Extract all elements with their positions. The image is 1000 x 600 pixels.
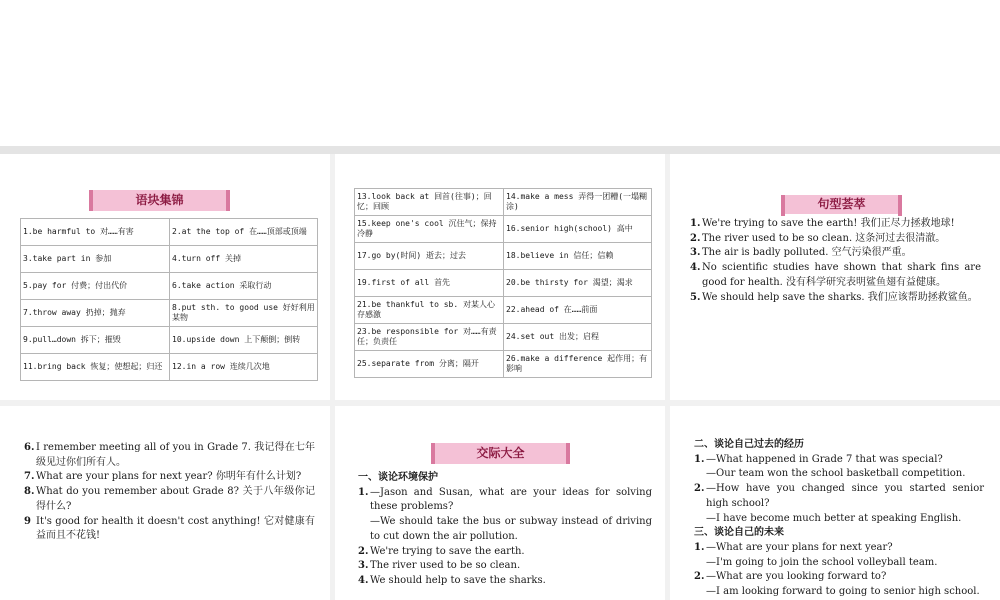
list-item	[690, 291, 981, 306]
list-item	[358, 545, 652, 560]
section-heading: 三、谈论自己的未来	[694, 527, 784, 539]
table-row	[355, 351, 652, 378]
item-text: —What are you looking forward to?	[706, 571, 887, 583]
blank-top-area	[0, 0, 1000, 146]
item-text: We're trying to save the earth.	[370, 545, 525, 557]
table-row	[355, 297, 652, 324]
item-text: The air is badly polluted. 空气污染很严重。	[702, 247, 912, 259]
item-number: 1.	[694, 453, 705, 465]
section-heading: 二、谈论自己过去的经历	[694, 439, 804, 450]
table-cell: 6.take action 采取行动	[170, 273, 318, 300]
item-number: 4.	[358, 574, 369, 586]
sentence-list-continued	[24, 441, 315, 544]
item-text: —Our team won the school basketball competition.	[706, 468, 966, 480]
item-text: I remember meeting all of you in Grade 7. 我记得在七年级见过你们所有人。	[36, 442, 315, 468]
table-cell: 3.take part in 参加	[21, 246, 170, 273]
table-cell: 15.keep one's cool 沉住气；保持冷静	[355, 216, 504, 243]
table-cell: 4.turn off 关掉	[170, 246, 318, 273]
list-item	[24, 515, 315, 544]
item-text: —How have you changed since you started senior high school?	[706, 483, 984, 509]
table-cell: 21.be thankful to sb. 对某人心存感激	[355, 297, 504, 324]
item-text: —I am looking forward to going to senior high school.	[706, 586, 980, 598]
item-text: We're trying to save the earth! 我们正尽力拯救地球!	[702, 218, 955, 229]
list-item	[694, 541, 984, 556]
table-cell: 19.first of all 首先	[355, 270, 504, 297]
list-item	[694, 453, 984, 468]
table-row	[355, 243, 652, 270]
list-item	[690, 232, 981, 247]
item-number: 4.	[690, 262, 701, 274]
item-text: —Jason and Susan, what are your ideas for solving these problems?	[370, 486, 652, 513]
table-cell: 1.be harmful to 对……有害	[21, 219, 170, 246]
table-row	[355, 189, 652, 216]
table-row	[355, 216, 652, 243]
table-row	[21, 300, 318, 327]
table-row	[21, 327, 318, 354]
item-text: The river used to be so clean. 这条河过去很清澈。	[702, 232, 946, 244]
table-cell: 18.believe in 信任；信赖	[504, 243, 652, 270]
item-number: 8.	[24, 486, 35, 498]
table-cell: 24.set out 出发；启程	[504, 324, 652, 351]
item-number: 2.	[694, 571, 705, 583]
list-item	[358, 515, 652, 544]
list-item	[694, 556, 984, 571]
list-item	[694, 585, 984, 600]
list-item	[358, 559, 652, 574]
table-row	[355, 324, 652, 351]
banner-communication: 交际大全	[434, 443, 567, 464]
list-item	[24, 485, 315, 514]
table-cell: 25.separate from 分离；隔开	[355, 351, 504, 378]
banner-sentence-patterns: 句型荟萃	[784, 195, 899, 214]
item-number: 5.	[690, 291, 701, 303]
table-cell: 10.upside down 上下颠倒；倒转	[170, 327, 318, 354]
item-number: 3.	[690, 247, 701, 259]
item-text: The river used to be so clean.	[370, 560, 521, 572]
table-cell: 22.ahead of 在……前面	[504, 297, 652, 324]
item-number: 1.	[690, 218, 701, 229]
item-text: —What happened in Grade 7 that was special?	[706, 453, 943, 465]
item-number: 2.	[690, 232, 701, 244]
item-text: —We should take the bus or subway instead of driving to cut down the air pollution.	[370, 516, 652, 542]
item-text: —What are your plans for next year?	[706, 541, 893, 553]
communication-list	[358, 471, 652, 589]
table-cell: 17.go by(时间) 逝去；过去	[355, 243, 504, 270]
list-item	[24, 441, 315, 470]
table-row	[355, 270, 652, 297]
divider	[0, 146, 1000, 154]
list-item	[358, 486, 652, 515]
table-cell: 2.at the top of 在……顶部或顶端	[170, 219, 318, 246]
table-cell: 23.be responsible for 对……有责任；负责任	[355, 324, 504, 351]
list-item	[694, 570, 984, 585]
item-text: —I'm going to join the school volleyball team.	[706, 556, 938, 568]
table-cell: 13.look back at 回首(往事)；回忆；回顾	[355, 189, 504, 216]
table-row	[21, 246, 318, 273]
item-number: 3.	[358, 560, 369, 572]
table-cell: 7.throw away 扔掉；抛弃	[21, 300, 170, 327]
table-cell: 16.senior high(school) 高中	[504, 216, 652, 243]
table-cell: 12.in a row 连续几次地	[170, 354, 318, 381]
list-item	[694, 467, 984, 482]
item-text: —I have become much better at speaking English.	[706, 512, 962, 524]
list-item	[690, 261, 981, 290]
item-number: 1.	[358, 486, 369, 498]
item-number: 9	[24, 515, 31, 527]
item-text: We should help save the sharks. 我们应该帮助拯救鲨鱼。	[702, 291, 978, 303]
phrase-table-1	[20, 218, 318, 381]
table-cell: 14.make a mess 弄得一团糟(一塌糊涂)	[504, 189, 652, 216]
list-item	[694, 512, 984, 527]
item-number: 7.	[24, 471, 35, 483]
item-number: 2.	[358, 545, 369, 557]
table-row	[21, 219, 318, 246]
table-cell: 26.make a difference 起作用；有影响	[504, 351, 652, 378]
table-row	[21, 273, 318, 300]
item-number: 6.	[24, 442, 35, 453]
table-cell: 9.pull…down 拆下；摧毁	[21, 327, 170, 354]
item-text: No scientific studies have shown that shark fins are good for health. 没有科学研究表明鲨鱼翅有益健康。	[702, 262, 981, 288]
communication-list-continued	[694, 438, 984, 600]
table-cell: 20.be thirsty for 渴望；渴求	[504, 270, 652, 297]
item-number: 2.	[694, 483, 705, 495]
section-heading: 一、谈论环境保护	[358, 472, 438, 483]
item-text: What are your plans for next year? 你明年有什么计划?	[36, 471, 302, 483]
list-item	[690, 217, 981, 232]
sentence-list	[690, 217, 981, 305]
phrase-table-2	[354, 188, 652, 378]
list-item	[694, 482, 984, 511]
list-item	[358, 574, 652, 589]
item-text: We should help to save the sharks.	[370, 574, 546, 586]
banner-phrases: 语块集锦	[92, 190, 227, 211]
table-cell: 5.pay for 付费；付出代价	[21, 273, 170, 300]
item-text: It's good for health it doesn't cost anything! 它对健康有益而且不花钱!	[36, 515, 315, 542]
list-item	[690, 246, 981, 261]
item-text: What do you remember about Grade 8? 关于八年级你记得什么?	[36, 486, 315, 512]
table-row	[21, 354, 318, 381]
table-cell: 8.put sth. to good use 好好利用某物	[170, 300, 318, 327]
item-number: 1.	[694, 541, 705, 553]
list-item	[24, 470, 315, 485]
table-cell: 11.bring back 恢复；使想起；归还	[21, 354, 170, 381]
